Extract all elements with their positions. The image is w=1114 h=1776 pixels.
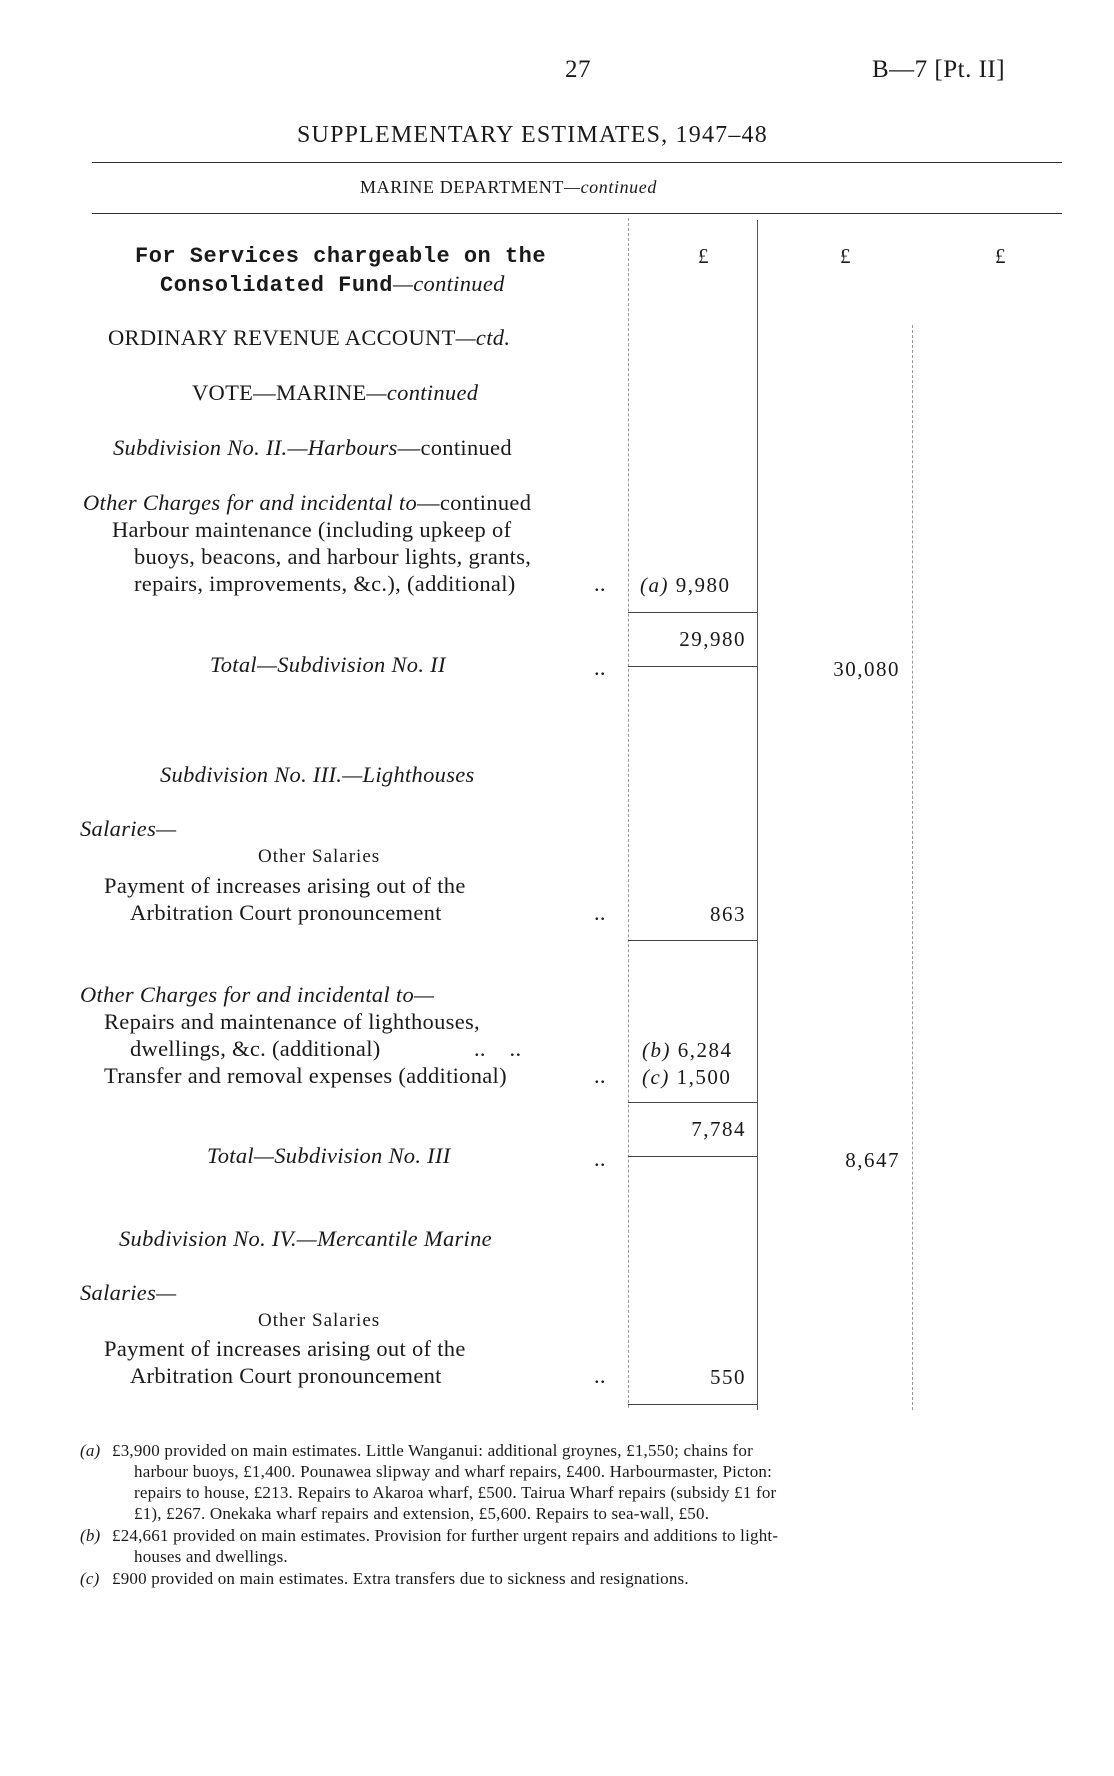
sub3-other-salaries: Other Salaries	[258, 846, 381, 867]
sub3-repairs-line2: dwellings, &c. (additional)	[130, 1036, 381, 1061]
column-header-2: £	[840, 244, 851, 268]
page-number: 27	[565, 56, 591, 83]
sub3-transfer-dots: ..	[594, 1063, 606, 1088]
sub3-transfer: Transfer and removal expenses (additional)	[104, 1063, 507, 1088]
sub2-title-name: Subdivision No. II.—Harbours	[113, 435, 398, 460]
services-heading-line1: For Services chargeable on the	[135, 244, 547, 269]
footnote-b-line1: £24,661 provided on main estimates. Provision for further urgent repairs and additions to light-	[112, 1526, 779, 1545]
consolidated-continued: —continued	[392, 271, 505, 296]
top-rule	[92, 162, 1062, 163]
sub2-item-line3: repairs, improvements, &c.), (additional)	[134, 571, 516, 596]
sub3-other-charges: Other Charges for and incidental to—	[80, 982, 435, 1007]
sub2-total: 30,080	[833, 657, 900, 681]
footnote-ref-a: (a)	[640, 573, 669, 597]
sub2-total-label: Total—Subdivision No. II	[210, 652, 446, 677]
sub3-salaries: Salaries—	[80, 816, 177, 841]
sub4-pay-line2: Arbitration Court pronouncement	[130, 1363, 442, 1388]
sub4-pay-dots: ..	[594, 1363, 606, 1388]
account-heading	[108, 325, 510, 351]
sub2-item-dots: ..	[594, 571, 606, 596]
sub2-item-line1: Harbour maintenance (including upkeep of	[112, 517, 512, 542]
footnote-b-line2: houses and dwellings.	[134, 1547, 288, 1566]
sub3-pay-line2: Arbitration Court pronouncement	[130, 900, 442, 925]
footnote-a-mark: (a)	[80, 1441, 101, 1460]
sub3-repairs-line1: Repairs and maintenance of lighthouses,	[104, 1009, 480, 1034]
footnote-ref-b: (b)	[642, 1038, 671, 1062]
footnote-b-mark: (b)	[80, 1526, 101, 1545]
sub2-other-charges-continued: —continued	[417, 490, 532, 515]
sub3-repairs-amount	[642, 1038, 733, 1063]
sub2-other-charges	[83, 490, 531, 516]
footnote-ref-c: (c)	[642, 1065, 670, 1089]
sub2-item-value: 9,980	[675, 573, 731, 597]
sub2-title-continued: —continued	[397, 435, 512, 460]
sub2-subtotal: 29,980	[679, 627, 746, 651]
footnote-a-line1: £3,900 provided on main estimates. Little Wanganui: additional groynes, £1,550; chains for	[112, 1441, 753, 1460]
sub3-repairs-dots: .. ..	[474, 1036, 522, 1061]
services-heading-line2	[160, 271, 505, 298]
footnote-c-line1: £900 provided on main estimates. Extra transfers due to sickness and resignations.	[112, 1569, 689, 1588]
header-rule	[92, 213, 1062, 214]
sub2-other-charges-label: Other Charges for and incidental to	[83, 490, 418, 515]
sub3-rule-2	[628, 1102, 757, 1103]
sub2-item-amount	[640, 573, 731, 598]
sub3-rule-1	[628, 940, 757, 941]
sub3-total: 8,647	[845, 1148, 900, 1172]
sub2-title	[113, 435, 512, 461]
sub3-transfer-value: 1,500	[676, 1065, 732, 1089]
sub3-total-label: Total—Subdivision No. III	[207, 1143, 451, 1168]
footnote-a-line4: £1), £267. Onekaka wharf repairs and extension, £5,600. Repairs to sea-wall, £50.	[134, 1504, 710, 1523]
sub4-salaries: Salaries—	[80, 1280, 177, 1305]
vote-continued: —continued	[366, 380, 479, 405]
sub3-total-dots: ..	[594, 1146, 606, 1171]
sub3-pay-dots: ..	[594, 900, 606, 925]
sub2-rule-2	[628, 666, 757, 667]
sub4-pay-line1: Payment of increases arising out of the	[104, 1336, 466, 1361]
sub4-other-salaries: Other Salaries	[258, 1310, 381, 1331]
account-name: ORDINARY REVENUE ACCOUNT	[108, 325, 456, 350]
page-reference: B—7 [Pt. II]	[872, 56, 1006, 83]
sub4-pay-amount: 550	[710, 1365, 746, 1389]
column-divider-2	[757, 220, 758, 1410]
sub3-repairs-value: 6,284	[677, 1038, 733, 1062]
vote-heading	[192, 380, 478, 406]
department-name: MARINE DEPARTMENT	[360, 177, 564, 197]
sub3-title: Subdivision No. III.—Lighthouses	[160, 762, 475, 787]
account-ctd: —ctd.	[455, 325, 511, 350]
footnote-a-line2: harbour buoys, £1,400. Pounawea slipway and wharf repairs, £400. Harbourmaster, Picton:	[134, 1462, 773, 1481]
footnote-c-mark: (c)	[80, 1569, 100, 1588]
column-header-3: £	[995, 244, 1006, 268]
department-continued: —continued	[563, 177, 657, 197]
sub4-rule-1	[628, 1404, 757, 1405]
sub3-rule-3	[628, 1156, 757, 1157]
column-header-1: £	[698, 244, 709, 268]
sub3-transfer-amount	[642, 1065, 731, 1090]
consolidated-fund: Consolidated Fund	[160, 273, 393, 298]
sub2-total-dots: ..	[594, 655, 606, 680]
vote-name: VOTE—MARINE	[192, 380, 367, 405]
sub3-subtotal: 7,784	[691, 1117, 746, 1141]
sub3-pay-amount: 863	[710, 902, 746, 926]
sub2-item-line2: buoys, beacons, and harbour lights, grants,	[134, 544, 532, 569]
sub4-title: Subdivision No. IV.—Mercantile Marine	[119, 1226, 492, 1251]
column-divider-1	[628, 218, 629, 1408]
page-title: SUPPLEMENTARY ESTIMATES, 1947–48	[297, 122, 768, 148]
sub2-rule-1	[628, 612, 757, 613]
footnote-a-line3: repairs to house, £213. Repairs to Akaroa wharf, £500. Tairua Wharf repairs (subsidy £1 for	[134, 1483, 777, 1502]
column-divider-3	[912, 325, 913, 1410]
sub3-pay-line1: Payment of increases arising out of the	[104, 873, 466, 898]
department-title	[360, 177, 657, 198]
